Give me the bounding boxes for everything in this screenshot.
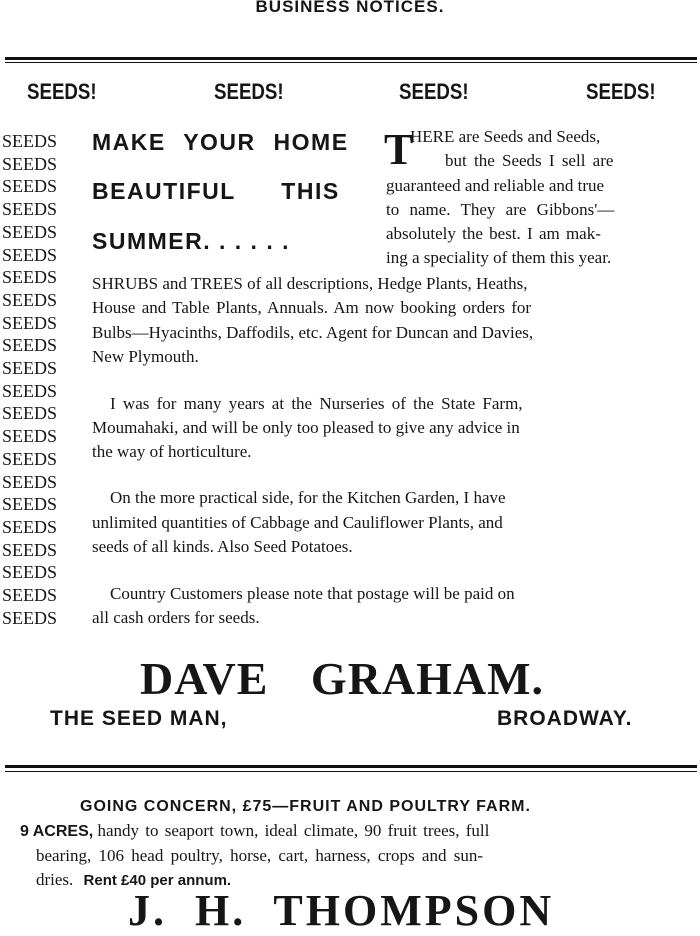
seeds-side-item: SEEDS <box>2 312 58 333</box>
seeds-side-item: SEEDS <box>2 426 58 447</box>
intro-line-6: ing a speciality of them this year. <box>386 248 612 267</box>
middle-divider-thick <box>5 765 697 768</box>
seeds-heading-1: SEEDS! <box>27 79 97 104</box>
seeds-side-item: SEEDS <box>2 199 58 220</box>
seeds-side-item: SEEDS <box>2 448 58 469</box>
tagline-right: BROADWAY. <box>497 707 633 730</box>
seeds-side-item: SEEDS <box>2 539 58 560</box>
shrubs-line-4: New Plymouth. <box>92 347 199 366</box>
shrubs-line-2: House and Table Plants, Annuals. Am now booking orders for <box>92 298 532 317</box>
advertiser-name: DAVE GRAHAM. <box>140 653 545 704</box>
drop-cap: T <box>384 125 414 174</box>
intro-line-3: guaranteed and reliable and true <box>386 176 605 195</box>
farm-line-1-rest: handy to seaport town, ideal climate, 90 fruit trees, full <box>97 821 490 840</box>
slogan-line-3: SUMMER. . . . . . <box>92 228 291 254</box>
page-title: BUSINESS NOTICES. <box>255 0 445 16</box>
farm-heading: GOING CONCERN, £75—FRUIT AND POULTRY FARM. <box>80 798 531 815</box>
farm-line-2: bearing, 106 head poultry, horse, cart, harness, crops and sun- <box>36 846 483 865</box>
seeds-side-item: SEEDS <box>2 244 58 265</box>
top-divider-thick <box>5 57 697 60</box>
seeds-side-item: SEEDS <box>2 176 58 197</box>
garden-line-1: On the more practical side, for the Kitchen Garden, I have <box>110 488 506 507</box>
seeds-side-item: SEEDS <box>2 335 58 356</box>
seeds-side-item: SEEDS <box>2 516 58 537</box>
intro-line-4: to name. They are Gibbons'— <box>386 200 615 219</box>
farm-advertiser-name: J. H. THOMPSON <box>128 886 555 935</box>
farm-line-1 <box>20 821 489 841</box>
slogan-line-1: MAKE YOUR HOME <box>92 129 349 155</box>
nurseries-line-1: I was for many years at the Nurseries of the State Farm, <box>110 394 523 413</box>
seeds-side-item: SEEDS <box>2 153 58 174</box>
top-divider-thin <box>5 62 697 63</box>
seeds-side-item: SEEDS <box>2 221 58 242</box>
shrubs-line-3: Bulbs—Hyacinths, Daffodils, etc. Agent for Duncan and Davies, <box>92 323 534 342</box>
seeds-side-item: SEEDS <box>2 562 58 583</box>
seeds-side-item: SEEDS <box>2 131 58 151</box>
nurseries-line-3: the way of horticulture. <box>92 442 252 461</box>
seeds-heading-4: SEEDS! <box>586 79 656 104</box>
postage-line-1: Country Customers please note that postage will be paid on <box>110 584 515 603</box>
garden-line-2: unlimited quantities of Cabbage and Cauliflower Plants, and <box>92 513 503 532</box>
intro-line-1: HERE are Seeds and Seeds, <box>410 127 601 146</box>
seeds-side-item: SEEDS <box>2 267 58 288</box>
farm-line-3-start: dries. <box>36 870 74 889</box>
seeds-side-item: SEEDS <box>2 585 58 606</box>
tagline-left: THE SEED MAN, <box>50 707 228 730</box>
seeds-side-item: SEEDS <box>2 494 58 515</box>
garden-line-3: seeds of all kinds. Also Seed Potatoes. <box>92 537 353 556</box>
shrubs-line-1: SHRUBS and TREES of all descriptions, Hedge Plants, Heaths, <box>92 274 528 293</box>
seeds-side-column <box>2 130 57 629</box>
slogan-line-2: BEAUTIFUL THIS <box>92 178 340 204</box>
postage-line-2: all cash orders for seeds. <box>92 608 260 627</box>
farm-acres: 9 ACRES, <box>20 823 94 840</box>
farm-rent: Rent £40 per annum. <box>83 872 232 889</box>
seeds-side-item: SEEDS <box>2 380 58 401</box>
intro-line-2: but the Seeds I sell are <box>445 151 614 170</box>
seeds-side-item: SEEDS <box>2 607 58 628</box>
seeds-heading-3: SEEDS! <box>399 79 469 104</box>
seeds-side-item: SEEDS <box>2 289 58 310</box>
seeds-side-item: SEEDS <box>2 471 58 492</box>
intro-line-5: absolutely the best. I am mak- <box>386 224 601 243</box>
seeds-heading-2: SEEDS! <box>214 79 284 104</box>
nurseries-line-2: Moumahaki, and will be only too pleased to give any advice in <box>92 418 520 437</box>
middle-divider-thin <box>5 771 697 772</box>
seeds-side-item: SEEDS <box>2 403 58 424</box>
seeds-side-item: SEEDS <box>2 358 58 379</box>
